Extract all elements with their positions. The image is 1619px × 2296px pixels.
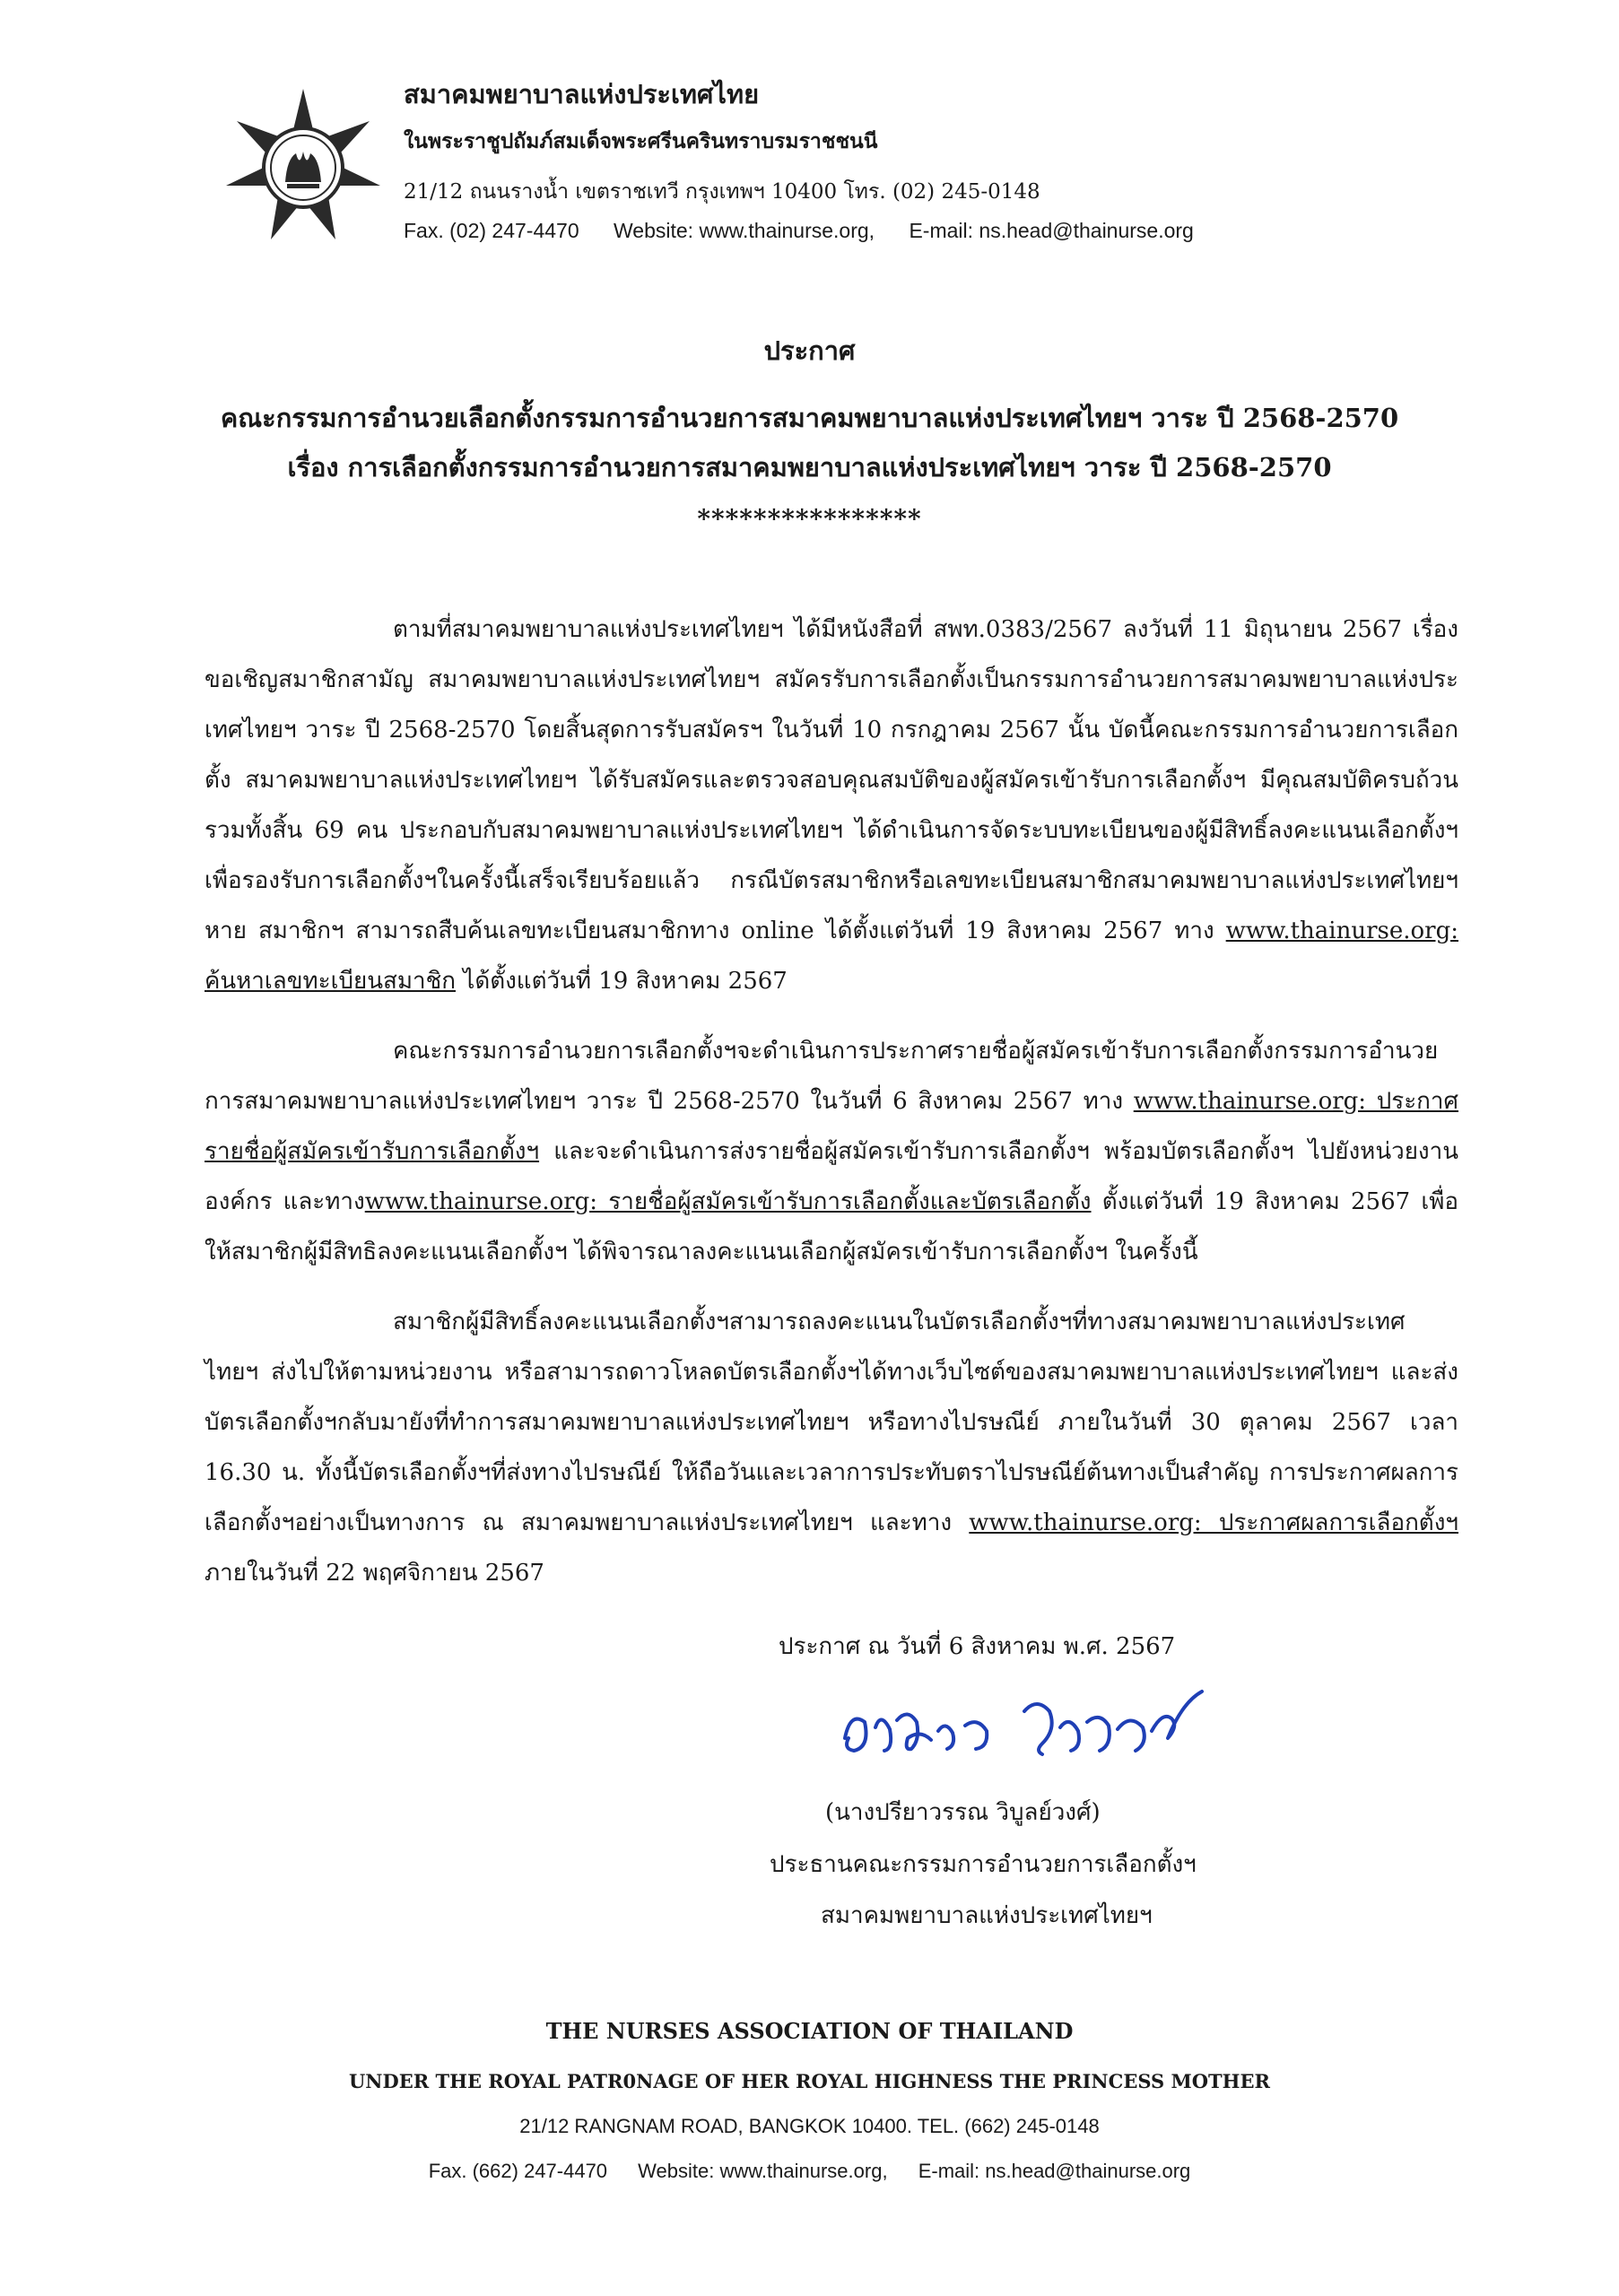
announcement-heading: ประกาศ bbox=[763, 335, 856, 366]
footer-email[interactable]: E-mail: ns.head@thainurse.org bbox=[918, 2160, 1191, 2182]
p1-tail: ได้ตั้งแต่วันที่ 19 สิงหาคม 2567 bbox=[463, 968, 788, 995]
topic-title: เรื่อง การเลือกตั้งกรรมการอำนวยการสมาคมพยาบาลแห่งประเทศไทยฯ วาระ ปี 2568-2570 bbox=[287, 452, 1332, 483]
candidate-list-link[interactable]: www.thainurse.org: ประกาศรายชื่อผู้สมัครเข้ารับการเลือกตั้งฯ bbox=[205, 1088, 1459, 1165]
footer-contact bbox=[0, 2160, 1619, 2183]
header-email[interactable]: E-mail: ns.head@thainurse.org bbox=[909, 219, 1194, 242]
announcement-date: ประกาศ ณ วันที่ 6 สิงหาคม พ.ศ. 2567 bbox=[779, 1633, 1176, 1660]
paragraph-1 bbox=[205, 604, 1458, 1006]
star-divider: **************** bbox=[697, 504, 922, 534]
signer-name: (นางปรียาวรรณ วิบูลย์วงศ์) bbox=[825, 1799, 1101, 1826]
header-fax: Fax. (02) 247-4470 bbox=[404, 219, 579, 242]
p2-mid: และจะดำเนินการส่งรายชื่อผู้สมัครเข้ารับการเลือกตั้งฯ พร้อมบัตรเลือกตั้งฯ ไปยังหน่วยงาน องค์กร และทาง bbox=[205, 1138, 1459, 1215]
p2-tail: ตั้งแต่วันที่ 19 สิงหาคม 2567 เพื่อให้สมาชิกผู้มีสิทธิลงคะแนนเลือกตั้งฯ ได้พิจารณาลงคะแนนเลือกผู้สมัครเข้ารับการเลือกตั้งฯ ในครั้งนี้ bbox=[205, 1188, 1459, 1265]
paragraph-3 bbox=[205, 1297, 1458, 1598]
header-website[interactable]: Website: www.thainurse.org, bbox=[614, 219, 875, 242]
signer-org: สมาคมพยาบาลแห่งประเทศไทยฯ bbox=[821, 1902, 1153, 1929]
ballot-link[interactable]: www.thainurse.org: รายชื่อผู้สมัครเข้ารับการเลือกตั้งและบัตรเลือกตั้ง bbox=[364, 1188, 1092, 1215]
signer-title: ประธานคณะกรรมการอำนวยการเลือกตั้งฯ bbox=[770, 1851, 1197, 1878]
footer-website[interactable]: Website: www.thainurse.org, bbox=[638, 2160, 888, 2182]
patronage-en: UNDER THE ROYAL PATR0NAGE OF HER ROYAL HIGHNESS THE PRINCESS MOTHER bbox=[348, 2070, 1270, 2092]
p3-text: สมาชิกผู้มีสิทธิ์ลงคะแนนเลือกตั้งฯสามารถลงคะแนนในบัตรเลือกตั้งฯที่ทางสมาคมพยาบาลแห่งประเทศไทยฯ ส่งไปให้ตามหน่วยงาน หรือสามารถดาวโหลดบัตรเลือกตั้งฯได้ทางเว็บไซต์ของสมาคมพยาบาลแห่งประเทศไทยฯ และส่งบัตรเลือกตั้งฯกลับมายังที่ทำการสมาคมพยาบาลแห่งประเทศไทยฯ หรือทางไปรษณีย์ ภายในวันที่ 30 ตุลาคม 2567 เวลา 16.30 น. ทั้งนี้บัตรเลือกตั้งฯที่ส่งทางไปรษณีย์ ให้ถือวันและเวลาการประทับตราไปรษณีย์ต้นทางเป็นสำคัญ การประกาศผลการเลือกตั้งฯอย่างเป็นทางการ ณ สมาคมพยาบาลแห่งประเทศไทยฯ และทาง bbox=[205, 1309, 1458, 1536]
header-contact bbox=[404, 219, 1223, 243]
results-link[interactable]: www.thainurse.org: ประกาศผลการเลือกตั้งฯ bbox=[969, 1509, 1458, 1536]
handwritten-signature bbox=[834, 1675, 1211, 1774]
org-name-en: THE NURSES ASSOCIATION OF THAILAND bbox=[545, 2018, 1074, 2044]
committee-title: คณะกรรมการอำนวยเลือกตั้งกรรมการอำนวยการสมาคมพยาบาลแห่งประเทศไทยฯ วาระ ปี 2568-2570 bbox=[220, 403, 1399, 433]
org-name-th: สมาคมพยาบาลแห่งประเทศไทย bbox=[404, 79, 760, 109]
star-seal-icon bbox=[222, 85, 384, 247]
paragraph-2 bbox=[205, 1026, 1458, 1277]
patronage-th: ในพระราชูปถัมภ์สมเด็จพระศรีนครินทราบรมราชชนนี bbox=[404, 129, 878, 153]
p1-text: ตามที่สมาคมพยาบาลแห่งประเทศไทยฯ ได้มีหนังสือที่ สพท.0383/2567 ลงวันที่ 11 มิถุนายน 2567 เรื่อง ขอเชิญสมาชิกสามัญ สมาคมพยาบาลแห่งประเทศไทยฯ สมัครรับการเลือกตั้งเป็นกรรมการอำนวยการสมาคมพยาบาลแห่งประเทศไทยฯ วาระ ปี 2568-2570 โดยสิ้นสุดการรับสมัครฯ ในวันที่ 10 กรกฎาคม 2567 นั้น บัดนี้คณะกรรมการอำนวยการเลือกตั้ง สมาคมพยาบาลแห่งประเทศไทยฯ ได้รับสมัครและตรวจสอบคุณสมบัติของผู้สมัครเข้ารับการเลือกตั้งฯ มีคุณสมบัติครบถ้วน รวมทั้งสิ้น 69 คน ประกอบกับสมาคมพยาบาลแห่งประเทศไทยฯ ได้ดำเนินการจัดระบบทะเบียนของผู้มีสิทธิ์ลงคะแนนเลือกตั้งฯ เพื่อรองรับการเลือกตั้งฯในครั้งนี้เสร็จเรียบร้อยแล้ว กรณีบัตรสมาชิกหรือเลขทะเบียนสมาชิกสมาคมพยาบาลแห่งประเทศไทยฯ หาย สมาชิกฯ สามารถสืบค้นเลขทะเบียนสมาชิกทาง online ได้ตั้งแต่วันที่ 19 สิงหาคม 2567 ทาง bbox=[205, 616, 1458, 944]
p3-tail: ภายในวันที่ 22 พฤศจิกายน 2567 bbox=[205, 1560, 544, 1587]
footer-fax: Fax. (662) 247-4470 bbox=[428, 2160, 608, 2182]
address-th: 21/12 ถนนรางน้ำ เขตราชเทวี กรุงเทพฯ 10400 โทร. (02) 245-0148 bbox=[404, 180, 1040, 204]
member-search-link[interactable]: www.thainurse.org: ค้นหาเลขทะเบียนสมาชิก bbox=[205, 918, 1458, 995]
address-en: 21/12 RANGNAM ROAD, BANGKOK 10400. TEL. (662) 245-0148 bbox=[519, 2115, 1100, 2137]
p2-text: คณะกรรมการอำนวยการเลือกตั้งฯจะดำเนินการประกาศรายชื่อผู้สมัครเข้ารับการเลือกตั้งกรรมการอำนวยการสมาคมพยาบาลแห่งประเทศไทยฯ วาระ ปี 2568-2570 ในวันที่ 6 สิงหาคม 2567 ทาง bbox=[205, 1038, 1439, 1115]
